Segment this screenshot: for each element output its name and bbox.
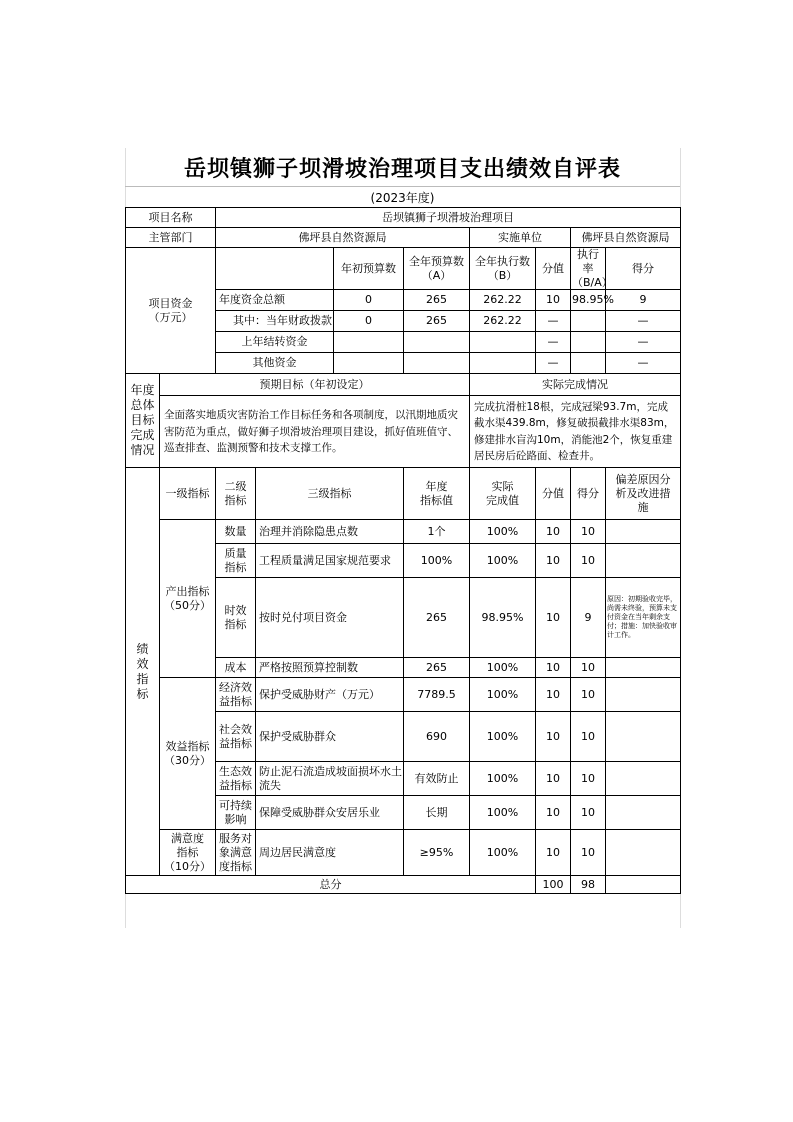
funds-row-initial (334, 353, 404, 374)
indicator-score: 9 (571, 578, 606, 658)
funds-label: 项目资金 （万元） (126, 248, 216, 374)
indicator-note (606, 658, 681, 678)
funds-row-initial: 0 (334, 290, 404, 311)
indicator-level2: 生态效 益指标 (216, 762, 256, 796)
funds-row-score: — (606, 353, 681, 374)
indicator-actual: 100% (470, 830, 536, 876)
project-name-label: 项目名称 (126, 208, 216, 228)
indicator-note: 原因：初期验收完毕，尚需未终验，预算未支付资金在当年剩余支付；措施：加快验收审计工作。 (606, 578, 681, 658)
table-row (126, 396, 681, 468)
total-note-blank (606, 876, 681, 894)
funds-row-name: 其中：当年财政拨款 (216, 311, 334, 332)
table-row (126, 876, 681, 894)
indicator-target: 1个 (404, 520, 470, 544)
project-name-value: 岳坝镇狮子坝滑坡治理项目 (216, 208, 681, 228)
indicator-target: 7789.5 (404, 678, 470, 712)
impl-label: 实施单位 (470, 228, 571, 248)
funds-row-budget (404, 353, 470, 374)
indicator-note (606, 520, 681, 544)
evaluation-table (125, 207, 681, 894)
indicator-score: 10 (571, 762, 606, 796)
impl-value: 佛坪县自然资源局 (571, 228, 681, 248)
indicator-actual: 98.95% (470, 578, 536, 658)
indicator-score-value: 10 (536, 712, 571, 762)
indicator-score-value: 10 (536, 658, 571, 678)
indicator-actual: 100% (470, 544, 536, 578)
indicator-note (606, 830, 681, 876)
indicator-level3: 严格按照预算控制数 (256, 658, 404, 678)
performance-evaluation-sheet (125, 148, 680, 894)
sheet-title: 岳坝镇狮子坝滑坡治理项目支出绩效自评表 (125, 148, 680, 187)
dept-value: 佛坪县自然资源局 (216, 228, 470, 248)
table-row (126, 520, 681, 544)
indicator-header-target: 年度 指标值 (404, 468, 470, 520)
funds-row-rate: 98.95% (571, 290, 606, 311)
indicator-header-note: 偏差原因分 析及改进措 施 (606, 468, 681, 520)
indicator-header-score-value: 分值 (536, 468, 571, 520)
indicator-target: 长期 (404, 796, 470, 830)
indicator-level2: 成本 (216, 658, 256, 678)
indicator-header-level3: 三级指标 (256, 468, 404, 520)
indicator-actual: 100% (470, 712, 536, 762)
indicator-target: 有效防止 (404, 762, 470, 796)
funds-row-exec (470, 353, 536, 374)
indicator-actual: 100% (470, 762, 536, 796)
funds-row-name: 其他资金 (216, 353, 334, 374)
goals-planned-text: 全面落实地质灾害防治工作目标任务和各项制度，以汛期地质灾害防范为重点，做好狮子坝滑坡治理项目建设，抓好值班值守、巡查排查、监测预警和技术支撑工作。 (160, 396, 470, 468)
indicator-header-level2: 二级 指标 (216, 468, 256, 520)
indicator-score: 10 (571, 678, 606, 712)
indicator-level2: 质量 指标 (216, 544, 256, 578)
funds-row-score: — (606, 332, 681, 353)
indicator-level3: 保护受威胁群众 (256, 712, 404, 762)
indicator-level2: 数量 (216, 520, 256, 544)
total-label: 总分 (126, 876, 536, 894)
funds-header-cell: 全年执行数 （B） (470, 248, 536, 290)
indicator-level3: 治理并消除隐患点数 (256, 520, 404, 544)
indicator-header-actual: 实际 完成值 (470, 468, 536, 520)
indicator-note (606, 796, 681, 830)
indicator-header-level1: 一级指标 (160, 468, 216, 520)
indicator-actual: 100% (470, 796, 536, 830)
total-score-value: 100 (536, 876, 571, 894)
indicator-level2: 可持续 影响 (216, 796, 256, 830)
sheet-year: (2023年度) (370, 190, 435, 205)
indicator-score-value: 10 (536, 762, 571, 796)
indicator-score: 10 (571, 830, 606, 876)
funds-row-name: 上年结转资金 (216, 332, 334, 353)
indicator-target: 265 (404, 658, 470, 678)
table-row (126, 678, 681, 712)
funds-row-exec: 262.22 (470, 311, 536, 332)
indicator-score-value: 10 (536, 520, 571, 544)
goals-actual-text: 完成抗滑桩18根，完成冠梁93.7m，完成截水渠439.8m，修复破损截排水渠83m，修建排水盲沟10m，消能池2个，恢复重建居民房后砼路面、检查井。 (470, 396, 681, 468)
indicator-note (606, 712, 681, 762)
funds-row-exec (470, 332, 536, 353)
goals-label: 年度 总体 目标 完成 情况 (126, 374, 160, 468)
funds-row-budget: 265 (404, 311, 470, 332)
funds-header-cell: 分值 (536, 248, 571, 290)
funds-row-exec: 262.22 (470, 290, 536, 311)
indicator-level3: 周边居民满意度 (256, 830, 404, 876)
indicator-score-value: 10 (536, 544, 571, 578)
indicator-level2: 时效 指标 (216, 578, 256, 658)
funds-row-budget (404, 332, 470, 353)
indicator-level1: 产出指标 （50分） (160, 520, 216, 678)
total-score: 98 (571, 876, 606, 894)
indicator-level2: 经济效 益指标 (216, 678, 256, 712)
funds-row-score_val: — (536, 332, 571, 353)
table-row (126, 228, 681, 248)
indicator-level3: 保障受威胁群众安居乐业 (256, 796, 404, 830)
funds-header-cell: 执行率 （B/A） (572, 248, 613, 289)
indicator-score-value: 10 (536, 796, 571, 830)
funds-row-score_val: — (536, 353, 571, 374)
indicator-header-score: 得分 (571, 468, 606, 520)
table-row (126, 468, 681, 520)
indicator-level2: 社会效 益指标 (216, 712, 256, 762)
dept-label: 主管部门 (126, 228, 216, 248)
funds-row-rate (571, 311, 606, 332)
indicator-score: 10 (571, 520, 606, 544)
funds-blank-header (216, 248, 334, 290)
funds-row-score_val: — (536, 311, 571, 332)
indicator-score: 10 (571, 544, 606, 578)
indicator-level3: 按时兑付项目资金 (256, 578, 404, 658)
indicator-actual: 100% (470, 678, 536, 712)
table-row (126, 208, 681, 228)
indicator-level1: 效益指标 （30分） (160, 678, 216, 830)
indicator-target: 265 (404, 578, 470, 658)
indicators-section-label: 绩 效 指 标 (126, 468, 160, 876)
table-row (126, 374, 681, 396)
table-row (126, 248, 681, 290)
indicator-score: 10 (571, 658, 606, 678)
indicator-score-value: 10 (536, 678, 571, 712)
goals-planned-header: 预期目标（年初设定） (160, 374, 470, 396)
goals-actual-header: 实际完成情况 (470, 374, 681, 396)
indicator-level3: 保护受威胁财产（万元） (256, 678, 404, 712)
funds-header-cell: 全年预算数 （A） (404, 248, 470, 290)
indicator-score-value: 10 (536, 830, 571, 876)
indicator-actual: 100% (470, 520, 536, 544)
table-row (126, 830, 681, 876)
funds-row-score_val: 10 (536, 290, 571, 311)
indicator-note (606, 544, 681, 578)
funds-row-rate (571, 353, 606, 374)
indicator-target: 690 (404, 712, 470, 762)
funds-row-budget: 265 (404, 290, 470, 311)
indicator-score-value: 10 (536, 578, 571, 658)
funds-row-initial: 0 (334, 311, 404, 332)
indicator-level2: 服务对 象满意 度指标 (216, 830, 256, 876)
indicator-score: 10 (571, 712, 606, 762)
funds-row-score: — (606, 311, 681, 332)
indicator-target: 100% (404, 544, 470, 578)
funds-header-cell: 得分 (606, 248, 681, 290)
funds-row-name: 年度资金总额 (216, 290, 334, 311)
funds-row-score: 9 (606, 290, 681, 311)
indicator-score: 10 (571, 796, 606, 830)
indicator-level3: 防止泥石流造成坡面损坏水土流失 (256, 762, 404, 796)
indicator-target: ≥95% (404, 830, 470, 876)
funds-row-initial (334, 332, 404, 353)
indicator-level1: 满意度 指标 （10分） (160, 830, 216, 876)
indicator-note (606, 762, 681, 796)
indicator-actual: 100% (470, 658, 536, 678)
funds-row-rate (571, 332, 606, 353)
funds-header-cell: 年初预算数 (334, 248, 404, 290)
indicator-note (606, 678, 681, 712)
indicator-level3: 工程质量满足国家规范要求 (256, 544, 404, 578)
